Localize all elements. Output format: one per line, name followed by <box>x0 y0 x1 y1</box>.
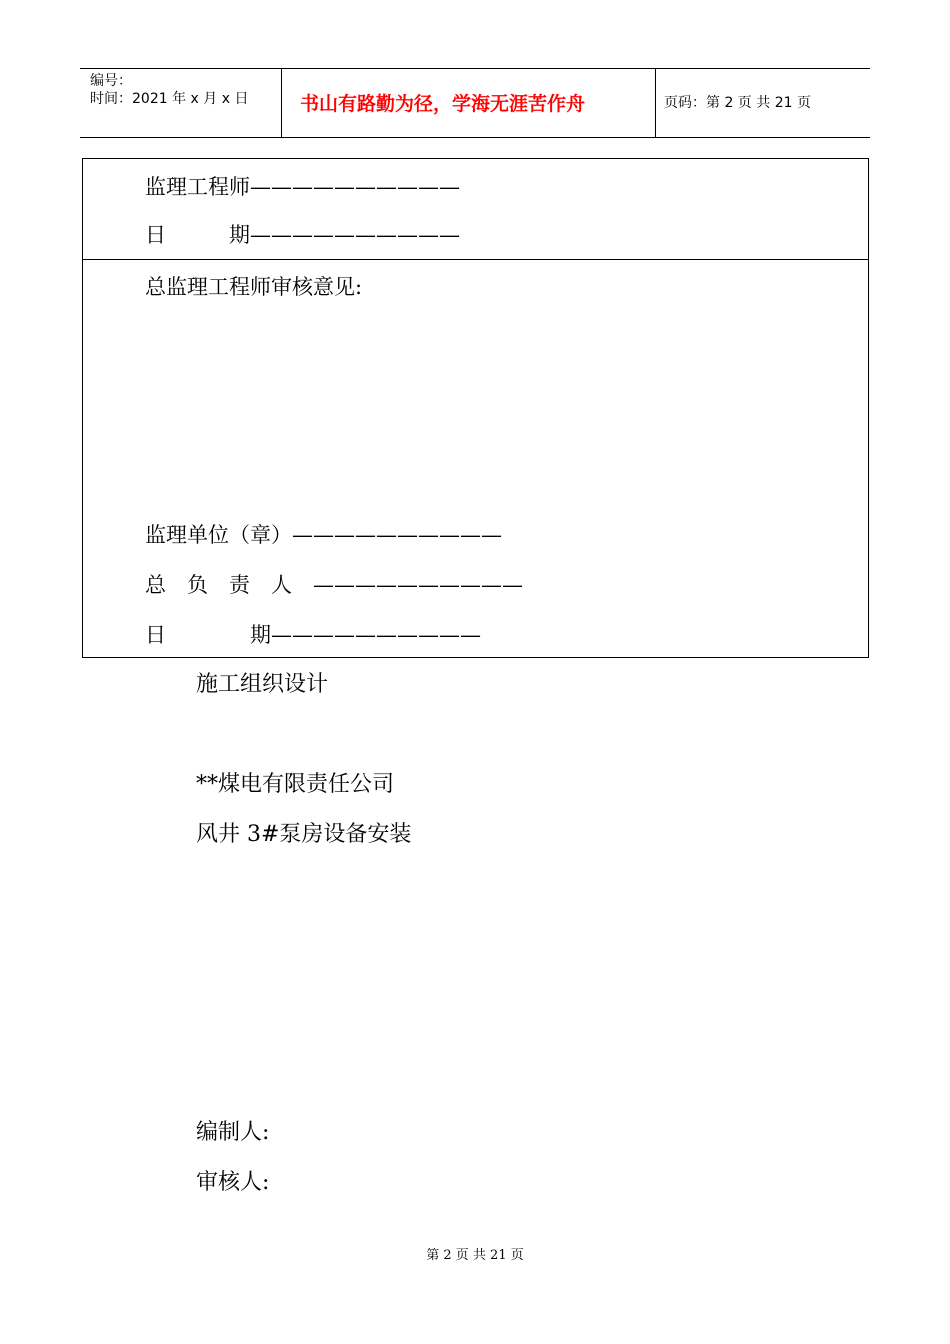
supervision-unit-line: 监理单位（章）—————————— <box>145 523 502 547</box>
document-title: 施工组织设计 <box>196 672 329 697</box>
header-motto: 书山有路勤为径，学海无涯苦作舟 <box>300 93 586 115</box>
chief-opinion-label: 总监理工程师审核意见: <box>145 275 363 299</box>
form-divider <box>83 259 868 260</box>
approval-form <box>82 158 869 658</box>
document-time-label: 时间：2021 年 x 月 x 日 <box>90 91 249 107</box>
header-meta-cell <box>80 69 281 137</box>
compiler-label: 编制人: <box>196 1120 270 1145</box>
header-motto-cell <box>281 69 656 137</box>
document-number-label: 编号： <box>90 73 132 89</box>
chief-date-line: 日 期—————————— <box>145 623 481 647</box>
page-footer: 第 2 页 共 21 页 <box>426 1248 524 1263</box>
engineer-date-line: 日 期—————————— <box>145 223 460 247</box>
header-page-label: 页码：第 2 页 共 21 页 <box>664 95 811 111</box>
header-page-cell <box>655 69 870 137</box>
project-name: 风井 3#泵房设备安装 <box>196 822 412 847</box>
reviewer-label: 审核人: <box>196 1170 270 1195</box>
engineer-signature-line: 监理工程师—————————— <box>145 175 460 199</box>
page-header <box>80 68 870 138</box>
company-name: **煤电有限责任公司 <box>196 772 395 797</box>
chief-responsible-line: 总 负 责 人 —————————— <box>145 573 523 597</box>
